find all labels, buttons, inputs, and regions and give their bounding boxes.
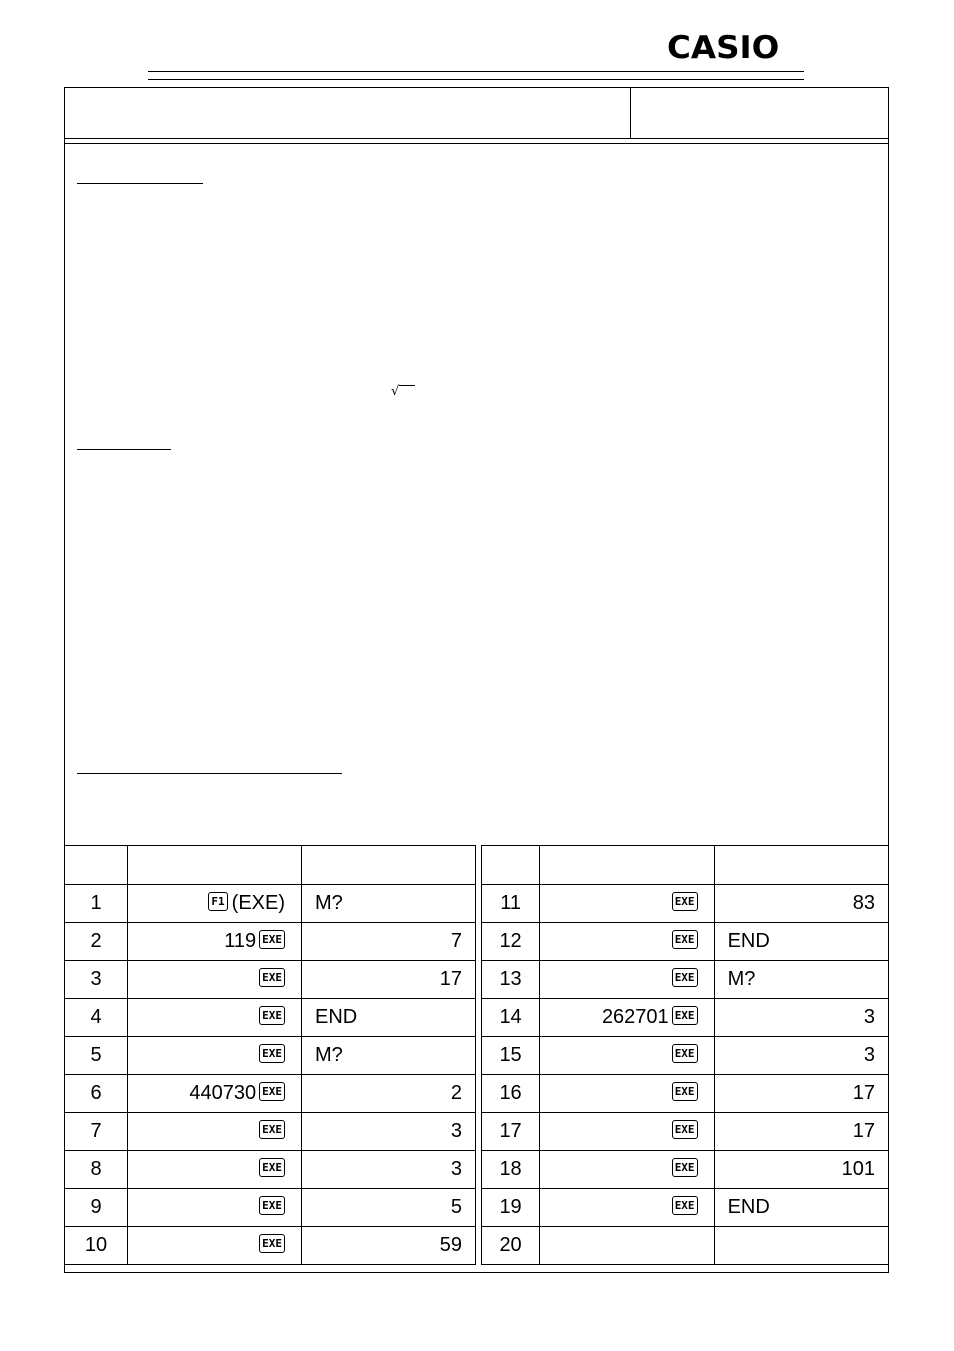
exe-key-icon: EXE <box>672 1082 698 1101</box>
exe-key-icon: EXE <box>259 1158 285 1177</box>
header-cell-step <box>482 846 540 885</box>
key-operation <box>128 1151 302 1189</box>
step-number: 10 <box>65 1227 128 1265</box>
section-heading-underline-2 <box>77 449 171 450</box>
title-box-bottom-rule-double <box>64 143 889 144</box>
step-number: 17 <box>482 1113 540 1151</box>
display-result: 3 <box>714 999 888 1037</box>
step-number: 9 <box>65 1189 128 1227</box>
step-number: 7 <box>65 1113 128 1151</box>
exe-key-icon: EXE <box>259 930 285 949</box>
operation-table-left <box>64 845 476 1265</box>
step-number: 1 <box>65 885 128 923</box>
exe-key-icon: EXE <box>672 1044 698 1063</box>
operation-table-right <box>481 845 889 1265</box>
display-result: END <box>714 1189 888 1227</box>
step-number: 5 <box>65 1037 128 1075</box>
header-cell-key <box>540 846 714 885</box>
step-number: 19 <box>482 1189 540 1227</box>
exe-key-icon: EXE <box>672 892 698 911</box>
key-operation <box>128 1189 302 1227</box>
table-row <box>65 1189 476 1227</box>
exe-key-icon: EXE <box>259 968 285 987</box>
table-row <box>65 1227 476 1265</box>
header-cell-display <box>714 846 888 885</box>
step-number: 8 <box>65 1151 128 1189</box>
key-input-value: 119 <box>224 930 257 953</box>
table-row <box>482 1113 889 1151</box>
display-result: 101 <box>714 1151 888 1189</box>
display-result: 3 <box>302 1151 476 1189</box>
sqrt-symbol: √ <box>391 384 400 399</box>
key-operation <box>540 1151 714 1189</box>
key-operation <box>128 999 302 1037</box>
exe-key-icon: EXE <box>259 1196 285 1215</box>
key-operation <box>128 1227 302 1265</box>
table-row <box>65 923 476 961</box>
table-row <box>482 961 889 999</box>
key-caption: (EXE) <box>231 892 285 915</box>
step-number: 18 <box>482 1151 540 1189</box>
display-result: END <box>302 999 476 1037</box>
display-result: 7 <box>302 923 476 961</box>
display-result: 83 <box>714 885 888 923</box>
exe-key-icon: EXE <box>259 1120 285 1139</box>
step-number: 14 <box>482 999 540 1037</box>
table-row <box>65 1075 476 1113</box>
table-row <box>482 885 889 923</box>
step-number: 11 <box>482 885 540 923</box>
key-operation <box>540 1113 714 1151</box>
exe-key-icon: EXE <box>259 1234 285 1253</box>
key-operation <box>128 885 302 923</box>
header-cell-key <box>128 846 302 885</box>
exe-key-icon: EXE <box>259 1082 285 1101</box>
table-row <box>482 1151 889 1189</box>
table-row <box>482 1189 889 1227</box>
step-number: 4 <box>65 999 128 1037</box>
table-row <box>482 1075 889 1113</box>
title-box-divider <box>630 87 631 138</box>
key-operation <box>128 1075 302 1113</box>
key-operation <box>128 1037 302 1075</box>
display-result <box>714 1227 888 1265</box>
header-rule-top <box>148 71 804 72</box>
key-operation <box>540 1075 714 1113</box>
header-cell-display <box>302 846 476 885</box>
display-result: M? <box>302 885 476 923</box>
exe-key-icon: EXE <box>672 968 698 987</box>
key-operation <box>540 999 714 1037</box>
key-operation <box>540 1037 714 1075</box>
exe-key-icon: EXE <box>259 1044 285 1063</box>
key-operation <box>540 961 714 999</box>
table-row <box>65 885 476 923</box>
section-heading-underline-1 <box>77 183 203 184</box>
key-operation <box>540 885 714 923</box>
step-number: 6 <box>65 1075 128 1113</box>
display-result: 17 <box>714 1075 888 1113</box>
key-input-value: 262701 <box>601 1006 669 1029</box>
exe-key-icon: EXE <box>672 1158 698 1177</box>
display-result: 2 <box>302 1075 476 1113</box>
casio-logo: CASIO <box>667 30 780 66</box>
table-row <box>482 1037 889 1075</box>
key-operation <box>540 923 714 961</box>
table-header-row <box>65 846 476 885</box>
step-number: 2 <box>65 923 128 961</box>
step-number: 20 <box>482 1227 540 1265</box>
exe-key-icon: EXE <box>259 1006 285 1025</box>
step-number: 16 <box>482 1075 540 1113</box>
display-result: 17 <box>714 1113 888 1151</box>
exe-key-icon: EXE <box>672 930 698 949</box>
table-row <box>65 961 476 999</box>
display-result: M? <box>714 961 888 999</box>
exe-key-icon: EXE <box>672 1120 698 1139</box>
step-number: 12 <box>482 923 540 961</box>
table-row <box>65 1037 476 1075</box>
f1-key-icon: F1 <box>208 892 227 911</box>
table-row <box>482 1227 889 1265</box>
exe-key-icon: EXE <box>672 1196 698 1215</box>
exe-key-icon: EXE <box>672 1006 698 1025</box>
table-row <box>482 923 889 961</box>
key-operation <box>128 961 302 999</box>
table-row <box>65 1113 476 1151</box>
table-row <box>482 999 889 1037</box>
display-result: 17 <box>302 961 476 999</box>
display-result: M? <box>302 1037 476 1075</box>
table-header-row <box>482 846 889 885</box>
step-number: 3 <box>65 961 128 999</box>
section-heading-underline-3 <box>77 773 342 774</box>
step-number: 13 <box>482 961 540 999</box>
display-result: 59 <box>302 1227 476 1265</box>
step-number: 15 <box>482 1037 540 1075</box>
header-rule-bottom <box>148 79 804 80</box>
display-result: 3 <box>714 1037 888 1075</box>
header-cell-step <box>65 846 128 885</box>
key-operation <box>128 923 302 961</box>
sqrt-vinculum <box>399 385 415 386</box>
display-result: 5 <box>302 1189 476 1227</box>
display-result: END <box>714 923 888 961</box>
title-box-bottom-rule <box>64 138 889 139</box>
key-operation <box>540 1227 714 1265</box>
table-row <box>65 1151 476 1189</box>
key-input-value: 440730 <box>189 1082 257 1105</box>
table-row <box>65 999 476 1037</box>
key-operation <box>128 1113 302 1151</box>
key-operation <box>540 1189 714 1227</box>
display-result: 3 <box>302 1113 476 1151</box>
